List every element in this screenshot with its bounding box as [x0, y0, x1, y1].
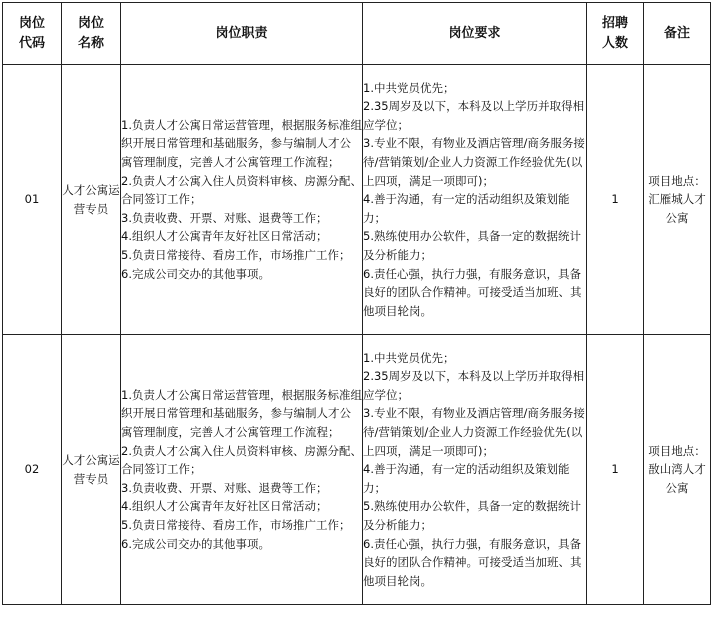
header-note: 备注	[644, 3, 711, 65]
job-count: 1	[587, 65, 644, 335]
job-duties	[121, 65, 363, 335]
job-name: 人才公寓运营专员	[62, 65, 121, 335]
requirement-item: 1.中共党员优先；	[363, 80, 455, 95]
table-row	[3, 65, 711, 335]
header-requirements: 岗位要求	[363, 3, 587, 65]
duty-item: 2.负责人才公寓入住人员资料审核、房源分配、合同签订工作；	[121, 443, 362, 477]
table-row	[3, 335, 711, 605]
requirement-item: 2.35周岁及以下，本科及以上学历并取得相应学位；	[363, 369, 585, 402]
job-note: 项目地点：汇雁城人才公寓	[644, 65, 711, 335]
requirement-item: 2.35周岁及以下，本科及以上学历并取得相应学位；	[363, 99, 585, 132]
requirement-item: 6.责任心强，执行力强，有服务意识，具备良好的团队合作精神。可接受适当加班、其他项目轮岗。	[363, 266, 582, 318]
table-header-row	[3, 3, 711, 65]
job-code: 01	[3, 65, 62, 335]
job-requirements	[363, 65, 587, 335]
duty-item: 5.负责日常接待、看房工作，市场推广工作；	[121, 517, 351, 532]
requirement-item: 3.专业不限，有物业及酒店管理/商务服务接待/营销策划/企业人力资源工作经验优先(以上四项，满足一项即可)；	[363, 406, 585, 458]
job-requirements	[363, 335, 587, 605]
duty-item: 2.负责人才公寓入住人员资料审核、房源分配、合同签订工作；	[121, 173, 362, 207]
requirement-item: 5.熟练使用办公软件，具备一定的数据统计及分析能力；	[363, 229, 581, 262]
job-table	[2, 2, 711, 605]
duty-item: 4.组织人才公寓青年友好社区日常活动；	[121, 229, 328, 244]
duty-item: 4.组织人才公寓青年友好社区日常活动；	[121, 499, 328, 514]
requirement-item: 6.责任心强，执行力强，有服务意识，具备良好的团队合作精神。可接受适当加班、其他项目轮岗。	[363, 536, 582, 588]
requirement-item: 1.中共党员优先；	[363, 350, 455, 365]
duty-item: 6.完成公司交办的其他事项。	[121, 536, 270, 551]
duty-item: 3.负责收费、开票、对账、退费等工作；	[121, 210, 328, 225]
job-count: 1	[587, 335, 644, 605]
duty-item: 1.负责人才公寓日常运营管理，根据服务标准组织开展日常管理和基础服务，参与编制人才公寓管理制度，完善人才公寓管理工作流程；	[121, 117, 362, 170]
job-name: 人才公寓运营专员	[62, 335, 121, 605]
job-note: 项目地点：敔山湾人才公寓	[644, 335, 711, 605]
job-code: 02	[3, 335, 62, 605]
requirement-item: 5.熟练使用办公软件，具备一定的数据统计及分析能力；	[363, 499, 581, 532]
job-duties	[121, 335, 363, 605]
header-name: 岗位名称	[62, 3, 121, 65]
header-code: 岗位代码	[3, 3, 62, 65]
header-duties: 岗位职责	[121, 3, 363, 65]
requirement-item: 4.善于沟通，有一定的活动组织及策划能力；	[363, 192, 570, 225]
duty-item: 5.负责日常接待、看房工作，市场推广工作；	[121, 247, 351, 262]
header-count: 招聘人数	[587, 3, 644, 65]
requirement-item: 3.专业不限，有物业及酒店管理/商务服务接待/营销策划/企业人力资源工作经验优先(以上四项，满足一项即可)；	[363, 136, 585, 188]
duty-item: 1.负责人才公寓日常运营管理，根据服务标准组织开展日常管理和基础服务，参与编制人才公寓管理制度，完善人才公寓管理工作流程；	[121, 387, 362, 440]
duty-item: 6.完成公司交办的其他事项。	[121, 266, 270, 281]
duty-item: 3.负责收费、开票、对账、退费等工作；	[121, 480, 328, 495]
requirement-item: 4.善于沟通，有一定的活动组织及策划能力；	[363, 462, 570, 495]
